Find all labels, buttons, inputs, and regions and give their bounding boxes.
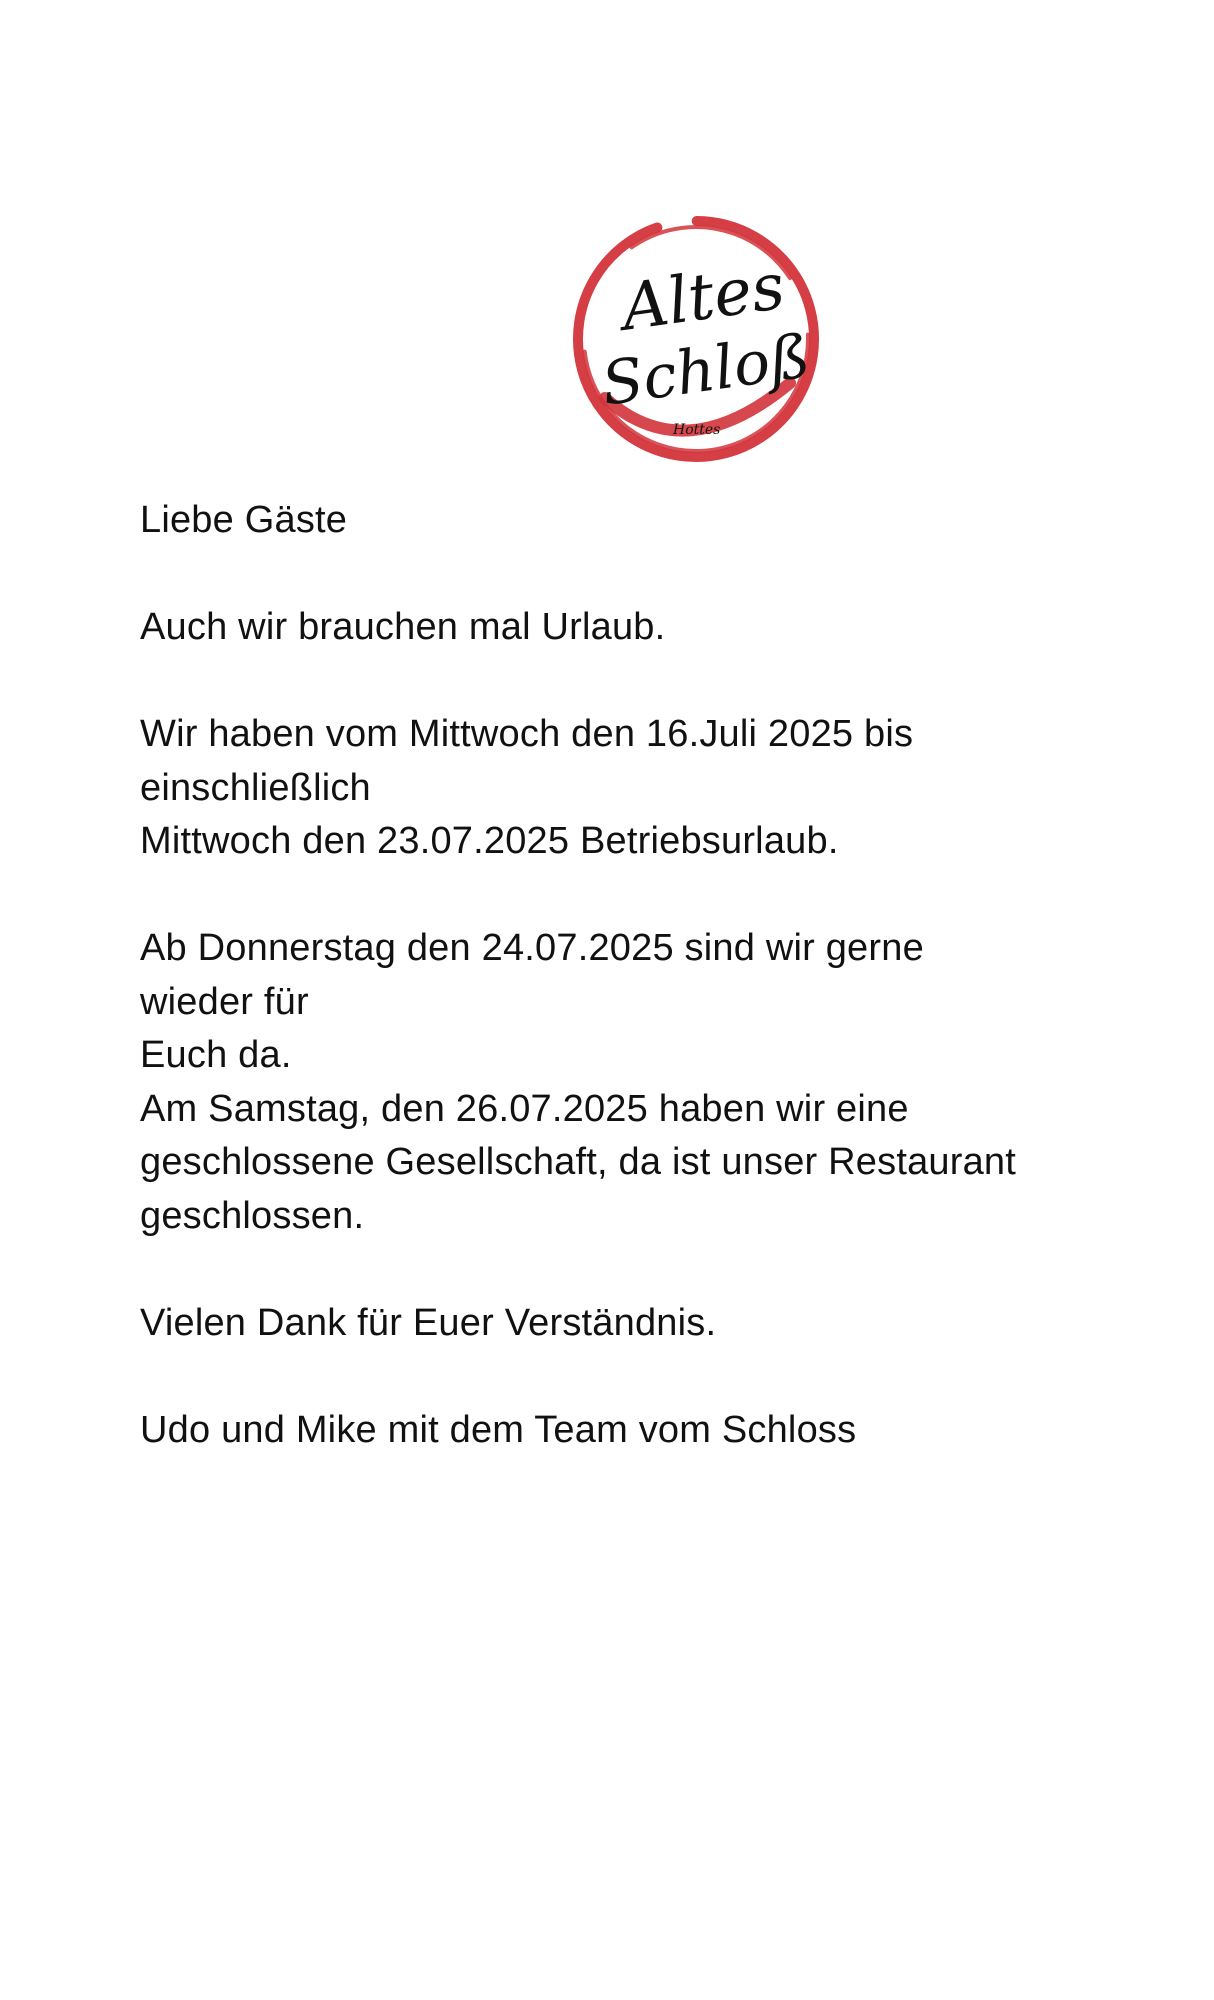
reopening-line: geschlossene Gesellschaft, da ist unser Restaurant <box>140 1141 1017 1183</box>
vacation-line: Wir haben vom Mittwoch den 16.Juli 2025 bis <box>140 713 914 755</box>
reopening-line: wieder für <box>140 980 309 1023</box>
logo-line1: Altes <box>617 249 790 346</box>
logo-line2: Schloß <box>597 321 815 420</box>
vacation-line: einschließlich <box>140 766 371 809</box>
thanks-text: Vielen Dank für Euer Verständnis. <box>140 1301 717 1344</box>
thanks-paragraph <box>140 1297 1080 1351</box>
signature-paragraph <box>140 1404 1080 1458</box>
vacation-line: Mittwoch den 23.07.2025 Betriebsurlaub. <box>140 820 839 862</box>
greeting: Liebe Gäste <box>140 499 348 541</box>
signature-text: Udo und Mike mit dem Team vom Schloss <box>140 1408 857 1451</box>
restaurant-logo <box>565 208 827 470</box>
notice-letter <box>140 494 1080 1511</box>
greeting-paragraph <box>140 494 1080 548</box>
reopening-paragraph <box>140 922 1080 1243</box>
logo-graphic <box>565 208 827 470</box>
vacation-paragraph <box>140 708 1080 869</box>
intro-paragraph <box>140 601 1080 655</box>
reopening-line: Am Samstag, den 26.07.2025 haben wir eine <box>140 1087 909 1130</box>
logo-location: Hottes <box>673 422 721 438</box>
intro-text: Auch wir brauchen mal Urlaub. <box>140 606 666 648</box>
reopening-line: Ab Donnerstag den 24.07.2025 sind wir gerne <box>140 927 924 969</box>
reopening-line: Euch da. <box>140 1034 292 1076</box>
reopening-line: geschlossen. <box>140 1194 365 1237</box>
